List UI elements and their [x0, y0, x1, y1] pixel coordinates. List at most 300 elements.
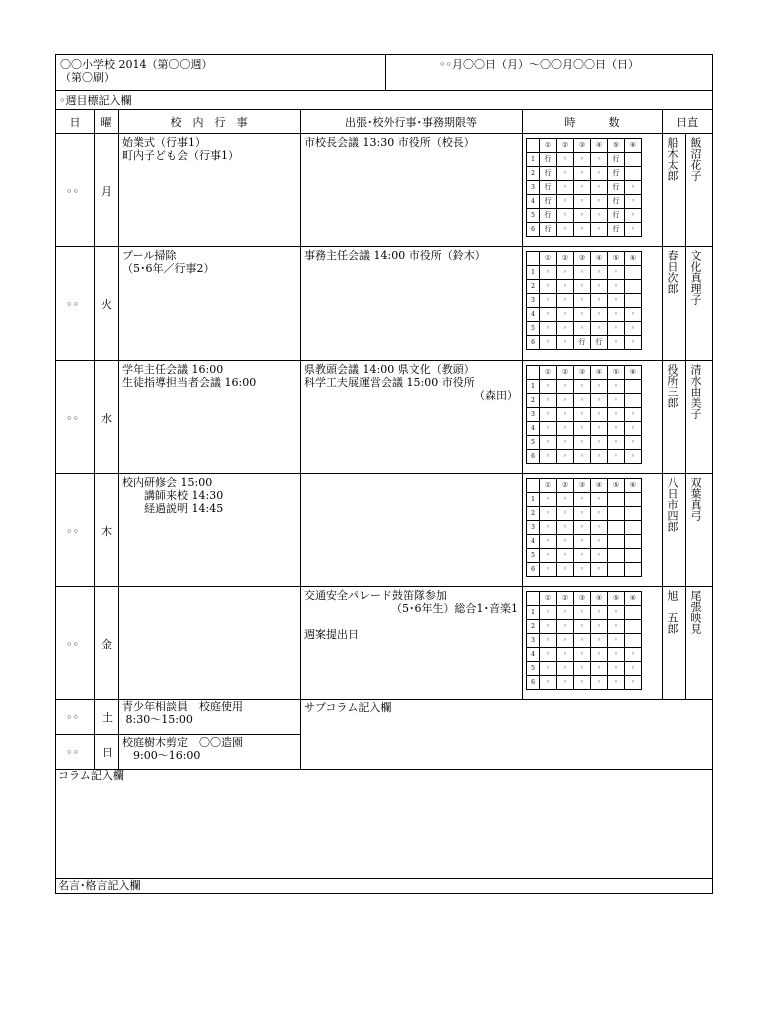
- period-cell[interactable]: ◦: [608, 408, 625, 422]
- period-cell[interactable]: ◦: [540, 336, 557, 350]
- period-cell[interactable]: ◦: [557, 408, 574, 422]
- period-cell[interactable]: ◦: [625, 450, 642, 464]
- day-school-events: 校内研修会 15:00 講師来校 14:30 経過説明 14:45: [122, 476, 224, 515]
- sat-date: ◦◦: [66, 711, 79, 724]
- day-weekday: 火: [101, 298, 112, 311]
- period-cell[interactable]: ◦: [574, 450, 591, 464]
- period-cell[interactable]: ◦: [608, 294, 625, 308]
- period-cell[interactable]: ◦: [574, 209, 591, 223]
- period-cell[interactable]: ◦: [557, 549, 574, 563]
- period-cell[interactable]: [625, 507, 642, 521]
- duty-teacher-1: 役所三郎: [666, 364, 679, 408]
- grid-row-number: 4: [527, 195, 540, 209]
- period-cell[interactable]: ◦: [574, 507, 591, 521]
- period-cell[interactable]: ◦: [591, 167, 608, 181]
- duty-teacher-2: 双葉真弓: [689, 477, 702, 521]
- period-cell[interactable]: ◦: [574, 648, 591, 662]
- period-head: ⑥: [625, 252, 642, 266]
- period-head: ⑤: [608, 252, 625, 266]
- period-cell[interactable]: ◦: [608, 450, 625, 464]
- period-cell[interactable]: [608, 493, 625, 507]
- period-cell[interactable]: ◦: [557, 634, 574, 648]
- period-cell[interactable]: ◦: [608, 336, 625, 350]
- period-cell[interactable]: [625, 634, 642, 648]
- period-cell[interactable]: ◦: [574, 521, 591, 535]
- period-cell[interactable]: ◦: [574, 380, 591, 394]
- period-grid: [526, 478, 642, 577]
- period-head: ⑥: [625, 479, 642, 493]
- period-head: ⑤: [608, 366, 625, 380]
- grid-row-number: 2: [527, 167, 540, 181]
- period-cell[interactable]: ◦: [557, 436, 574, 450]
- outside-event-line: （5･6年生）総合1･音楽1: [391, 602, 518, 615]
- period-cell[interactable]: ◦: [591, 322, 608, 336]
- col-periods: 時 数: [564, 116, 620, 129]
- day-outside-events: [304, 249, 518, 262]
- period-cell[interactable]: ◦: [540, 322, 557, 336]
- period-cell[interactable]: ◦: [625, 648, 642, 662]
- period-cell[interactable]: 行: [608, 195, 625, 209]
- grid-row-number: 3: [527, 634, 540, 648]
- period-cell[interactable]: ◦: [591, 294, 608, 308]
- period-head: ⑤: [608, 592, 625, 606]
- duty-teacher-2: 尾張映見: [689, 590, 702, 634]
- period-cell[interactable]: ◦: [591, 493, 608, 507]
- period-cell[interactable]: ◦: [540, 620, 557, 634]
- period-cell[interactable]: [608, 535, 625, 549]
- col-day: 日: [69, 116, 81, 129]
- period-cell[interactable]: 行: [540, 181, 557, 195]
- period-cell[interactable]: ◦: [591, 648, 608, 662]
- period-cell[interactable]: ◦: [591, 181, 608, 195]
- period-cell[interactable]: ◦: [557, 209, 574, 223]
- sub-column-label: サブコラム記入欄: [304, 701, 392, 714]
- period-cell[interactable]: ◦: [591, 153, 608, 167]
- period-cell[interactable]: ◦: [574, 436, 591, 450]
- period-cell[interactable]: [625, 606, 642, 620]
- day-weekday: 木: [101, 525, 112, 538]
- period-cell[interactable]: ◦: [557, 563, 574, 577]
- day-school-events: 学年主任会議 16:00 生徒指導担当者会議 16:00: [122, 363, 257, 389]
- period-cell[interactable]: 行: [608, 167, 625, 181]
- period-cell[interactable]: ◦: [625, 662, 642, 676]
- period-cell[interactable]: [625, 266, 642, 280]
- period-cell[interactable]: [625, 394, 642, 408]
- period-cell[interactable]: ◦: [591, 308, 608, 322]
- period-cell[interactable]: 行: [574, 336, 591, 350]
- period-grid: [526, 365, 642, 464]
- period-head: ⑥: [625, 592, 642, 606]
- period-cell[interactable]: ◦: [540, 450, 557, 464]
- period-cell[interactable]: [625, 549, 642, 563]
- period-cell[interactable]: ◦: [574, 535, 591, 549]
- day-outside-events: [304, 136, 518, 149]
- day-date: ◦◦: [66, 298, 79, 311]
- period-cell[interactable]: ◦: [557, 153, 574, 167]
- period-cell[interactable]: ◦: [608, 648, 625, 662]
- period-head: ③: [574, 139, 591, 153]
- period-cell[interactable]: ◦: [591, 662, 608, 676]
- period-head: ④: [591, 139, 608, 153]
- period-cell[interactable]: ◦: [557, 181, 574, 195]
- period-cell[interactable]: ◦: [557, 662, 574, 676]
- period-grid: [526, 138, 642, 237]
- period-cell[interactable]: ◦: [557, 167, 574, 181]
- period-cell[interactable]: ◦: [591, 620, 608, 634]
- period-cell[interactable]: ◦: [625, 408, 642, 422]
- period-head: ④: [591, 252, 608, 266]
- quote-label: 名言･格言記入欄: [58, 879, 141, 892]
- grid-row-number: 6: [527, 563, 540, 577]
- period-cell[interactable]: ◦: [574, 408, 591, 422]
- period-cell[interactable]: ◦: [591, 408, 608, 422]
- period-cell[interactable]: 行: [540, 167, 557, 181]
- period-cell[interactable]: ◦: [540, 535, 557, 549]
- period-cell[interactable]: 行: [540, 195, 557, 209]
- grid-row-number: 3: [527, 408, 540, 422]
- period-cell[interactable]: ◦: [574, 223, 591, 237]
- period-cell[interactable]: ◦: [591, 223, 608, 237]
- period-cell[interactable]: [625, 620, 642, 634]
- period-cell[interactable]: ◦: [608, 606, 625, 620]
- period-cell[interactable]: ◦: [540, 634, 557, 648]
- weekly-plan-sheet: [55, 54, 713, 894]
- period-cell[interactable]: ◦: [540, 394, 557, 408]
- school-title: 〇〇小学校 2014（第〇〇週）: [60, 58, 213, 71]
- period-head: ②: [557, 252, 574, 266]
- period-cell[interactable]: ◦: [608, 620, 625, 634]
- day-date: ◦◦: [66, 525, 79, 538]
- grid-row-number: 6: [527, 336, 540, 350]
- period-cell[interactable]: ◦: [591, 563, 608, 577]
- grid-row-number: 1: [527, 266, 540, 280]
- period-cell[interactable]: ◦: [608, 266, 625, 280]
- period-cell[interactable]: ◦: [608, 676, 625, 690]
- day-weekday: 水: [101, 412, 112, 425]
- period-cell[interactable]: ◦: [591, 450, 608, 464]
- period-head: ④: [591, 366, 608, 380]
- day-school-events: 始業式（行事1） 町内子ども会（行事1）: [122, 136, 239, 162]
- period-cell[interactable]: [625, 563, 642, 577]
- period-cell[interactable]: ◦: [540, 422, 557, 436]
- period-cell[interactable]: [625, 280, 642, 294]
- day-weekday: 金: [101, 638, 112, 651]
- period-cell[interactable]: ◦: [608, 322, 625, 336]
- duty-teacher-1: 船木太郎: [666, 137, 679, 181]
- sun-weekday: 日: [102, 746, 113, 759]
- period-cell[interactable]: ◦: [625, 181, 642, 195]
- period-cell[interactable]: ◦: [591, 634, 608, 648]
- period-cell[interactable]: [625, 153, 642, 167]
- period-cell[interactable]: ◦: [591, 209, 608, 223]
- grid-row-number: 1: [527, 606, 540, 620]
- period-head: ②: [557, 479, 574, 493]
- period-cell[interactable]: ◦: [557, 266, 574, 280]
- grid-row-number: 5: [527, 322, 540, 336]
- grid-row-number: 4: [527, 422, 540, 436]
- outside-event-line: [304, 615, 518, 628]
- grid-corner: [527, 592, 540, 606]
- period-cell[interactable]: ◦: [557, 380, 574, 394]
- period-cell[interactable]: ◦: [574, 181, 591, 195]
- period-cell[interactable]: ◦: [608, 662, 625, 676]
- print-number: （第〇刷）: [60, 71, 115, 84]
- period-cell[interactable]: 行: [608, 223, 625, 237]
- period-cell[interactable]: ◦: [557, 620, 574, 634]
- period-cell[interactable]: [608, 507, 625, 521]
- column-label: コラム記入欄: [58, 769, 124, 782]
- period-cell[interactable]: ◦: [574, 563, 591, 577]
- period-cell[interactable]: ◦: [557, 336, 574, 350]
- outside-event-line: 科学工夫展運営会議 15:00 市役所: [304, 376, 475, 389]
- period-cell[interactable]: ◦: [574, 493, 591, 507]
- period-cell[interactable]: ◦: [608, 634, 625, 648]
- grid-row-number: 6: [527, 223, 540, 237]
- period-head: ④: [591, 479, 608, 493]
- period-cell[interactable]: ◦: [557, 394, 574, 408]
- grid-row-number: 4: [527, 308, 540, 322]
- period-cell[interactable]: ◦: [540, 436, 557, 450]
- period-cell[interactable]: ◦: [574, 549, 591, 563]
- day-outside-events: [304, 476, 518, 489]
- period-cell[interactable]: ◦: [591, 394, 608, 408]
- period-cell[interactable]: ◦: [540, 380, 557, 394]
- period-cell[interactable]: ◦: [625, 322, 642, 336]
- period-cell[interactable]: [625, 167, 642, 181]
- outside-event-line: 県教頭会議 14:00 県文化（教頭）: [304, 363, 475, 376]
- sun-date: ◦◦: [66, 746, 79, 759]
- period-cell[interactable]: [625, 521, 642, 535]
- period-head: ②: [557, 592, 574, 606]
- grid-row-number: 4: [527, 648, 540, 662]
- grid-row-number: 2: [527, 280, 540, 294]
- day-date: ◦◦: [66, 638, 79, 651]
- period-cell[interactable]: ◦: [625, 422, 642, 436]
- period-head: ①: [540, 479, 557, 493]
- grid-row-number: 2: [527, 394, 540, 408]
- grid-row-number: 4: [527, 535, 540, 549]
- period-head: ②: [557, 366, 574, 380]
- grid-row-number: 5: [527, 436, 540, 450]
- period-cell[interactable]: ◦: [591, 380, 608, 394]
- period-cell[interactable]: ◦: [608, 394, 625, 408]
- period-cell[interactable]: ◦: [557, 308, 574, 322]
- grid-row-number: 5: [527, 549, 540, 563]
- duty-teacher-1: 春日次郎: [666, 250, 679, 294]
- period-cell[interactable]: ◦: [540, 676, 557, 690]
- period-cell[interactable]: ◦: [557, 676, 574, 690]
- period-cell[interactable]: ◦: [608, 422, 625, 436]
- period-cell[interactable]: ◦: [574, 394, 591, 408]
- period-cell[interactable]: ◦: [540, 266, 557, 280]
- day-outside-events: [304, 363, 518, 402]
- period-head: ①: [540, 139, 557, 153]
- period-cell[interactable]: 行: [608, 209, 625, 223]
- grid-row-number: 6: [527, 676, 540, 690]
- grid-row-number: 1: [527, 153, 540, 167]
- outside-event-line: 交通安全パレード鼓笛隊参加: [304, 589, 447, 602]
- period-grid: [526, 251, 642, 350]
- period-cell[interactable]: ◦: [557, 294, 574, 308]
- period-cell[interactable]: ◦: [557, 606, 574, 620]
- period-cell[interactable]: ◦: [557, 507, 574, 521]
- period-cell[interactable]: ◦: [625, 209, 642, 223]
- period-cell[interactable]: ◦: [557, 223, 574, 237]
- col-outside-events: 出張･校外行事･事務期限等: [345, 116, 477, 129]
- period-cell[interactable]: ◦: [608, 380, 625, 394]
- period-cell[interactable]: ◦: [591, 676, 608, 690]
- period-cell[interactable]: ◦: [625, 336, 642, 350]
- grid-row-number: 3: [527, 294, 540, 308]
- period-head: ①: [540, 592, 557, 606]
- period-cell[interactable]: ◦: [625, 308, 642, 322]
- period-cell[interactable]: [608, 563, 625, 577]
- grid-corner: [527, 366, 540, 380]
- period-cell[interactable]: ◦: [591, 606, 608, 620]
- period-cell[interactable]: ◦: [574, 308, 591, 322]
- period-cell[interactable]: ◦: [574, 195, 591, 209]
- period-cell[interactable]: ◦: [574, 280, 591, 294]
- period-cell[interactable]: ◦: [540, 521, 557, 535]
- period-cell[interactable]: ◦: [591, 436, 608, 450]
- period-cell[interactable]: ◦: [625, 223, 642, 237]
- period-head: ⑥: [625, 366, 642, 380]
- period-cell[interactable]: ◦: [557, 422, 574, 436]
- period-cell[interactable]: ◦: [540, 280, 557, 294]
- period-head: ③: [574, 366, 591, 380]
- period-cell[interactable]: ◦: [591, 507, 608, 521]
- period-head: ⑥: [625, 139, 642, 153]
- col-duty: 日直: [676, 116, 698, 129]
- period-cell[interactable]: ◦: [574, 620, 591, 634]
- period-cell[interactable]: ◦: [625, 195, 642, 209]
- period-cell[interactable]: [625, 380, 642, 394]
- period-cell[interactable]: [608, 549, 625, 563]
- outside-event-line: 週案提出日: [304, 628, 359, 641]
- period-cell[interactable]: ◦: [608, 308, 625, 322]
- period-head: ⑤: [608, 479, 625, 493]
- outside-event-line: [304, 476, 518, 489]
- period-cell[interactable]: ◦: [557, 195, 574, 209]
- outside-event-line: （森田）: [474, 389, 518, 402]
- period-cell[interactable]: ◦: [591, 535, 608, 549]
- period-cell[interactable]: ◦: [557, 535, 574, 549]
- duty-teacher-1: 旭 五郎: [666, 590, 679, 634]
- period-cell[interactable]: ◦: [557, 521, 574, 535]
- period-cell[interactable]: ◦: [574, 676, 591, 690]
- grid-row-number: 1: [527, 380, 540, 394]
- grid-row-number: 2: [527, 620, 540, 634]
- goal-label: ◦週目標記入欄: [59, 94, 132, 107]
- period-cell[interactable]: ◦: [574, 153, 591, 167]
- period-cell[interactable]: ◦: [540, 408, 557, 422]
- period-cell[interactable]: ◦: [574, 266, 591, 280]
- day-date: ◦◦: [66, 185, 79, 198]
- week-period: ◦◦月〇〇日（月）～〇〇月〇〇日（日）: [439, 58, 639, 71]
- period-cell[interactable]: ◦: [540, 648, 557, 662]
- period-cell[interactable]: 行: [540, 153, 557, 167]
- period-cell[interactable]: ◦: [591, 195, 608, 209]
- period-head: ①: [540, 366, 557, 380]
- day-school-events: プール掃除 （5･6年／行事2）: [122, 249, 215, 275]
- outside-event-line: 市校長会議 13:30 市役所（校長）: [304, 136, 475, 149]
- period-head: ⑤: [608, 139, 625, 153]
- sun-school-events: 校庭樹木剪定 〇〇造園 9:00～16:00: [122, 736, 243, 762]
- period-head: ③: [574, 252, 591, 266]
- period-cell[interactable]: ◦: [540, 563, 557, 577]
- period-cell[interactable]: ◦: [591, 521, 608, 535]
- period-head: ②: [557, 139, 574, 153]
- period-cell[interactable]: ◦: [557, 280, 574, 294]
- period-cell[interactable]: 行: [540, 209, 557, 223]
- period-cell[interactable]: ◦: [625, 436, 642, 450]
- grid-corner: [527, 252, 540, 266]
- grid-row-number: 1: [527, 493, 540, 507]
- period-cell[interactable]: ◦: [574, 634, 591, 648]
- period-cell[interactable]: ◦: [625, 676, 642, 690]
- duty-teacher-2: 飯沼花子: [689, 137, 702, 181]
- period-cell[interactable]: ◦: [574, 606, 591, 620]
- day-weekday: 月: [101, 185, 112, 198]
- period-cell[interactable]: ◦: [557, 648, 574, 662]
- period-cell[interactable]: [608, 521, 625, 535]
- period-cell[interactable]: 行: [608, 153, 625, 167]
- period-cell[interactable]: ◦: [540, 308, 557, 322]
- duty-teacher-1: 八日市四郎: [666, 477, 679, 532]
- period-cell[interactable]: ◦: [540, 507, 557, 521]
- grid-row-number: 5: [527, 209, 540, 223]
- period-cell[interactable]: ◦: [591, 266, 608, 280]
- period-cell[interactable]: ◦: [540, 606, 557, 620]
- grid-row-number: 5: [527, 662, 540, 676]
- period-head: ③: [574, 592, 591, 606]
- day-date: ◦◦: [66, 412, 79, 425]
- period-cell[interactable]: ◦: [540, 549, 557, 563]
- period-cell[interactable]: 行: [608, 181, 625, 195]
- period-cell[interactable]: ◦: [574, 167, 591, 181]
- duty-teacher-2: 清水由美子: [689, 364, 702, 419]
- period-cell[interactable]: ◦: [540, 294, 557, 308]
- outside-event-line: 事務主任会議 14:00 市役所（鈴木）: [304, 249, 486, 262]
- sat-weekday: 土: [102, 711, 113, 724]
- period-cell[interactable]: ◦: [557, 493, 574, 507]
- period-cell[interactable]: ◦: [574, 422, 591, 436]
- period-cell[interactable]: [625, 294, 642, 308]
- period-cell[interactable]: ◦: [591, 549, 608, 563]
- period-cell[interactable]: ◦: [608, 280, 625, 294]
- grid-row-number: 2: [527, 507, 540, 521]
- period-cell[interactable]: ◦: [591, 280, 608, 294]
- period-cell[interactable]: ◦: [540, 493, 557, 507]
- period-cell[interactable]: [625, 535, 642, 549]
- period-cell[interactable]: ◦: [557, 322, 574, 336]
- grid-corner: [527, 139, 540, 153]
- period-cell[interactable]: ◦: [574, 322, 591, 336]
- period-grid: [526, 591, 642, 690]
- period-cell[interactable]: ◦: [540, 662, 557, 676]
- period-cell[interactable]: 行: [540, 223, 557, 237]
- period-cell[interactable]: [625, 493, 642, 507]
- grid-row-number: 3: [527, 521, 540, 535]
- period-cell[interactable]: ◦: [574, 294, 591, 308]
- grid-corner: [527, 479, 540, 493]
- period-cell[interactable]: ◦: [574, 662, 591, 676]
- period-cell[interactable]: ◦: [591, 422, 608, 436]
- period-head: ③: [574, 479, 591, 493]
- period-cell[interactable]: 行: [591, 336, 608, 350]
- period-cell[interactable]: ◦: [557, 450, 574, 464]
- period-cell[interactable]: ◦: [608, 436, 625, 450]
